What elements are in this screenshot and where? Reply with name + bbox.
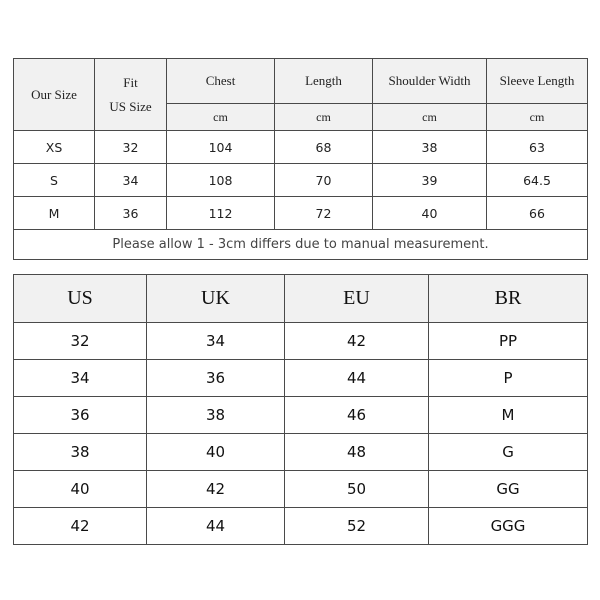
table-row [14,397,588,434]
header-eu: EU [285,275,429,323]
cell-length: 68 [275,131,373,164]
size-chart-table [13,58,588,260]
cell-sleeve: 66 [487,197,588,230]
cell-uk: 44 [147,508,285,545]
header-us: US [14,275,147,323]
cell-chest: 108 [167,164,275,197]
unit-chest: cm [167,104,275,131]
header-uk: UK [147,275,285,323]
cell-uk: 38 [147,397,285,434]
cell-eu: 50 [285,471,429,508]
cell-us: 36 [14,397,147,434]
header-chest: Chest [167,59,275,104]
header-br: BR [429,275,588,323]
cell-uk: 34 [147,323,285,360]
cell-chest: 112 [167,197,275,230]
cell-us-size: 36 [95,197,167,230]
unit-shoulder-width: cm [373,104,487,131]
unit-sleeve-length: cm [487,104,588,131]
cell-us-size: 32 [95,131,167,164]
cell-br: PP [429,323,588,360]
cell-eu: 48 [285,434,429,471]
cell-us: 32 [14,323,147,360]
cell-eu: 42 [285,323,429,360]
header-our-size: Our Size [14,59,95,131]
cell-length: 70 [275,164,373,197]
size-conversion-table [13,274,588,545]
cell-shoulder: 40 [373,197,487,230]
header-length: Length [275,59,373,104]
header-fit-label: Fit [123,74,138,90]
table-row [14,508,588,545]
cell-br: M [429,397,588,434]
cell-br: GGG [429,508,588,545]
cell-br: G [429,434,588,471]
table-row [14,131,588,164]
cell-sleeve: 64.5 [487,164,588,197]
cell-us: 42 [14,508,147,545]
cell-size: M [14,197,95,230]
cell-us: 40 [14,471,147,508]
cell-shoulder: 38 [373,131,487,164]
table-row [14,164,588,197]
table-row [14,197,588,230]
measurement-note: Please allow 1 - 3cm differs due to manual measurement. [14,230,588,260]
cell-uk: 42 [147,471,285,508]
header-fit-us-size [95,59,167,131]
table-row [14,471,588,508]
cell-br: GG [429,471,588,508]
cell-size: S [14,164,95,197]
cell-length: 72 [275,197,373,230]
table-row [14,434,588,471]
cell-us: 34 [14,360,147,397]
cell-uk: 36 [147,360,285,397]
cell-uk: 40 [147,434,285,471]
cell-size: XS [14,131,95,164]
cell-br: P [429,360,588,397]
header-shoulder-width: Shoulder Width [373,59,487,104]
header-us-size-label: US Size [109,98,152,114]
cell-eu: 52 [285,508,429,545]
cell-shoulder: 39 [373,164,487,197]
table-row [14,360,588,397]
cell-chest: 104 [167,131,275,164]
cell-sleeve: 63 [487,131,588,164]
header-sleeve-length: Sleeve Length [487,59,588,104]
cell-eu: 44 [285,360,429,397]
cell-us: 38 [14,434,147,471]
cell-us-size: 34 [95,164,167,197]
unit-length: cm [275,104,373,131]
table-row [14,323,588,360]
cell-eu: 46 [285,397,429,434]
